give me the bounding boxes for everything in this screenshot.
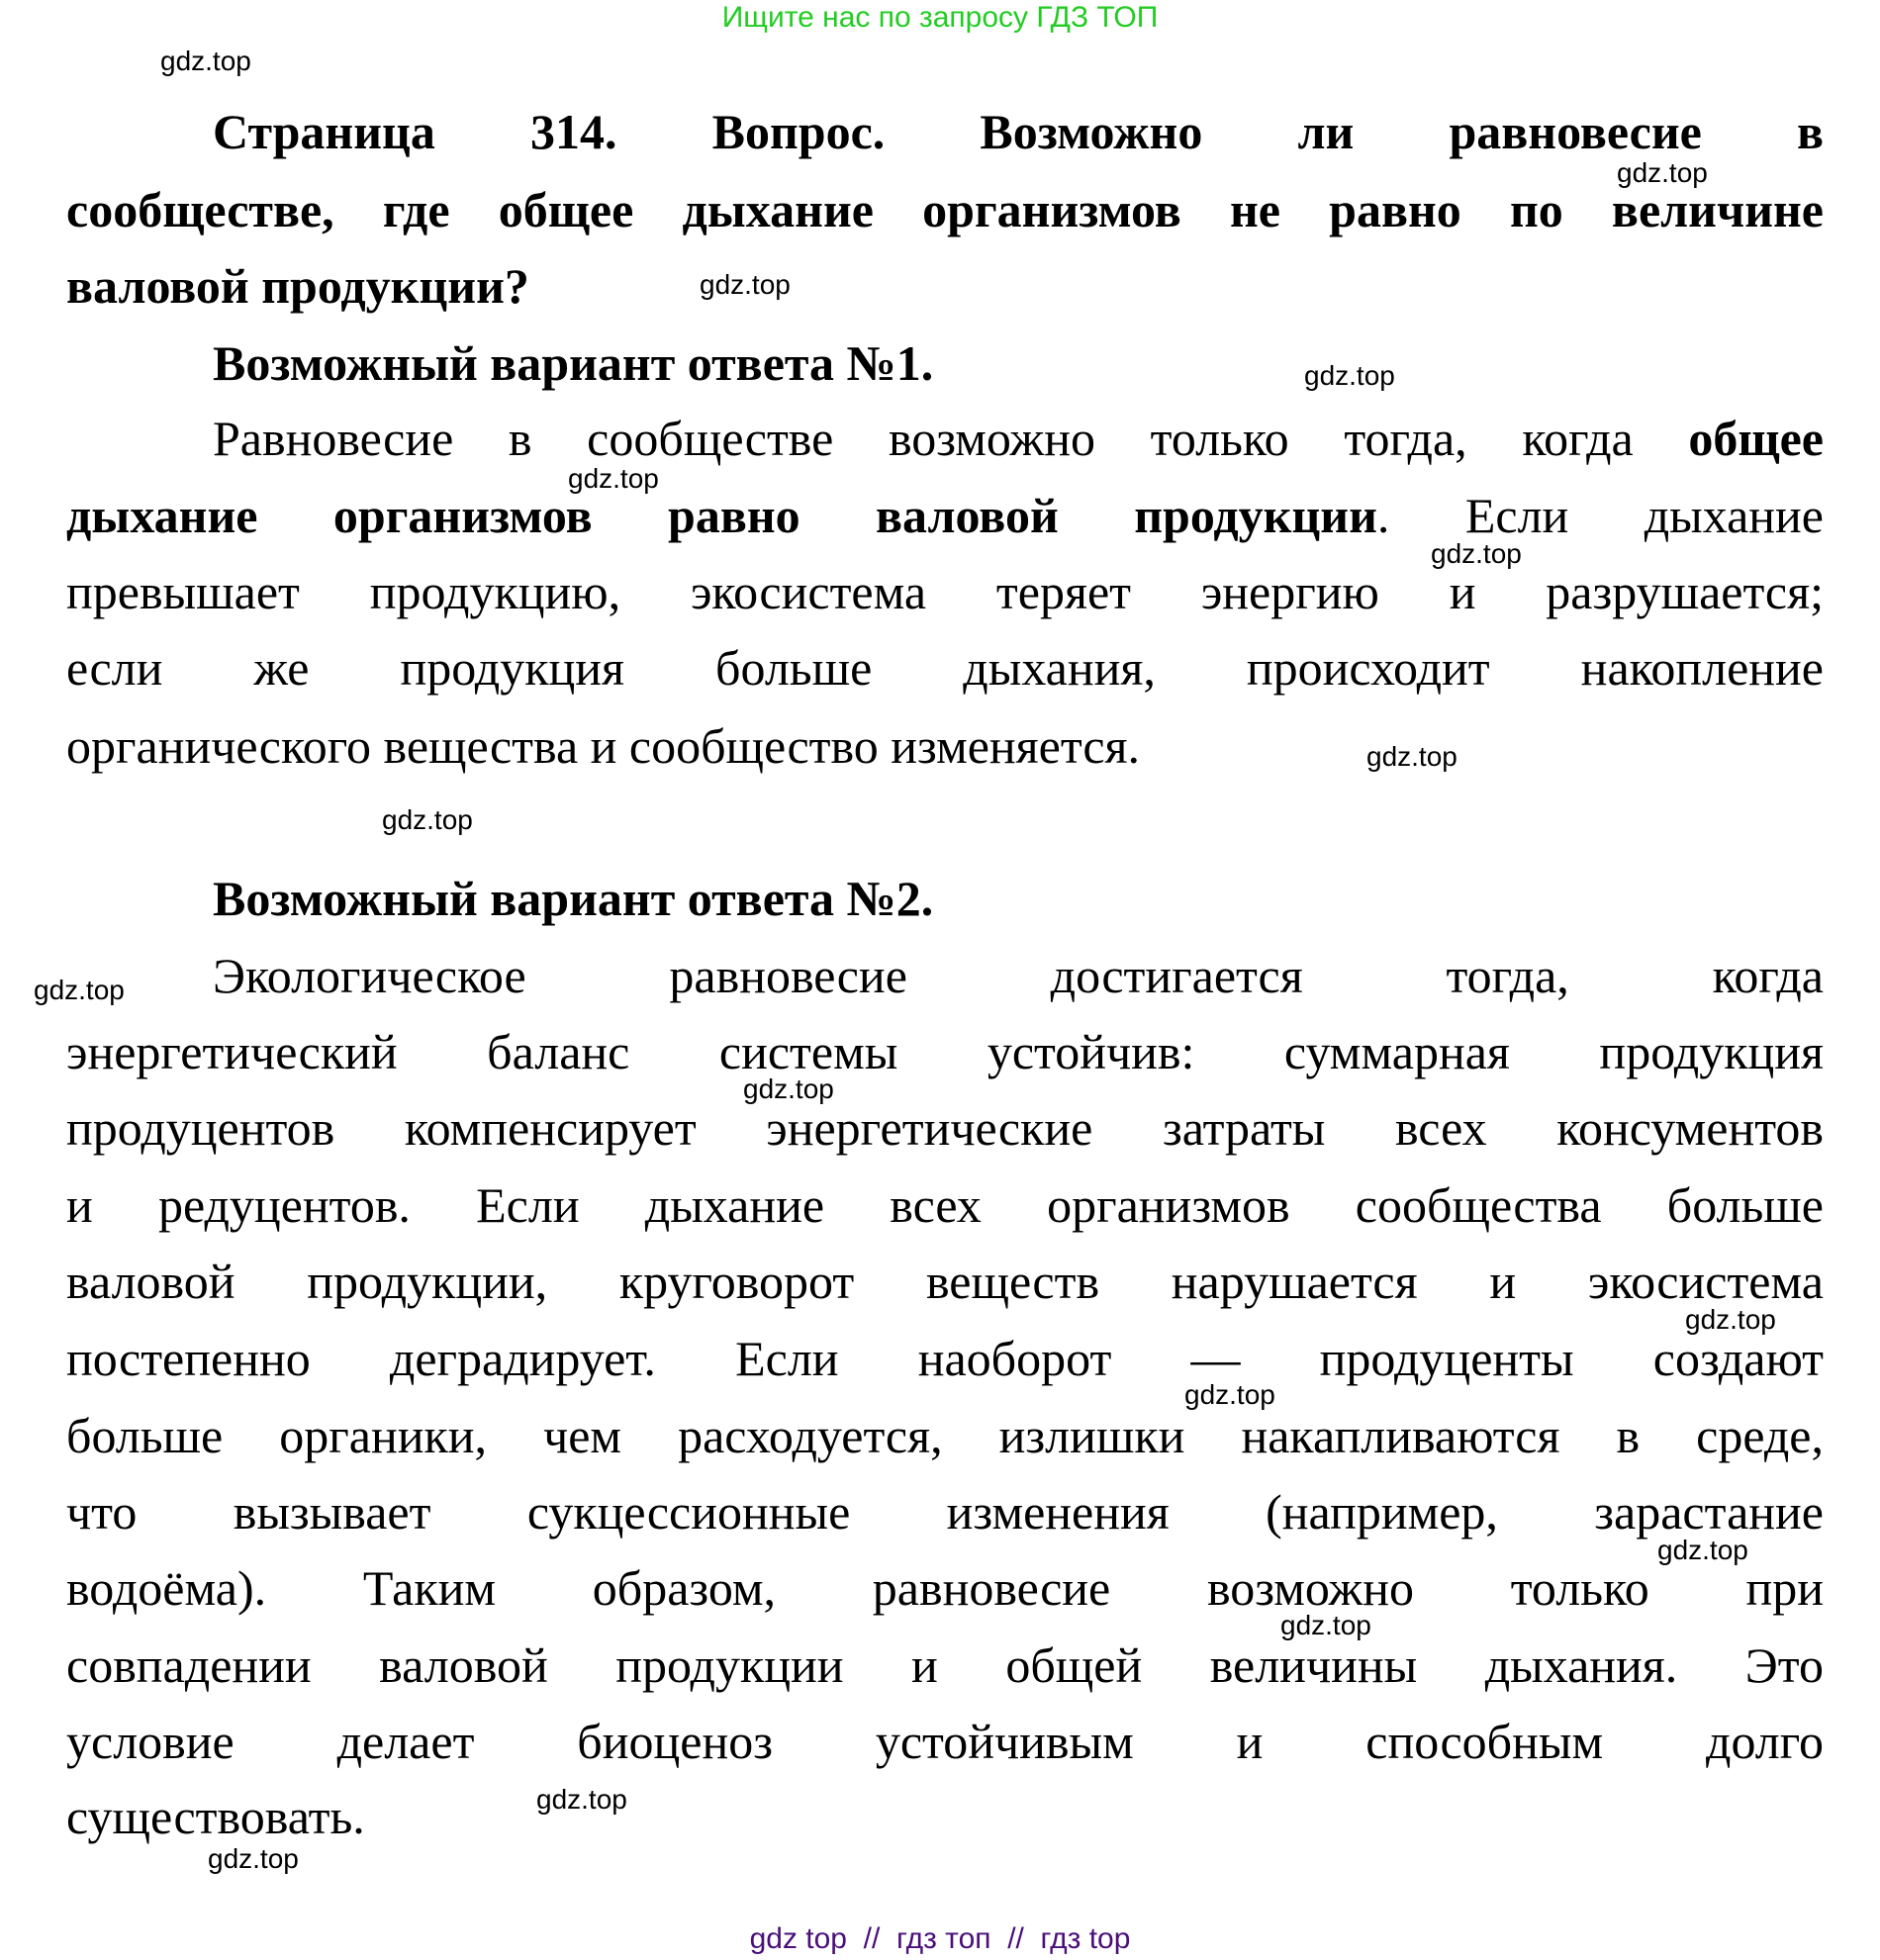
text: Экологическое равновесие достигается тогда, когда: [213, 948, 1824, 1003]
bold-text: дыхание организмов равно валовой продукции: [66, 488, 1377, 543]
text: органического вещества и сообщество изменяется.: [66, 718, 1141, 774]
answer-2-line: [66, 1252, 1824, 1311]
answer-2-line: [66, 1482, 1824, 1541]
watermark: gdz.top: [700, 269, 791, 300]
answer-2-line: [66, 1712, 1824, 1771]
bold-text: Страница 314. Вопрос. Возможно ли равновесие в: [213, 104, 1824, 159]
answer-2-heading: Возможный вариант ответа №2.: [213, 871, 934, 926]
answer-2-line: [66, 1406, 1824, 1465]
text: существовать.: [66, 1789, 365, 1844]
watermark: gdz.top: [1685, 1304, 1776, 1335]
question-line: [213, 102, 1824, 161]
text: постепенно деградирует. Если наоборот — продуценты создают: [66, 1331, 1824, 1386]
text: условие делает биоценоз устойчивым и способным долго: [66, 1714, 1824, 1769]
footer-links[interactable]: gdz top // гдз топ // гдз top: [749, 1922, 1131, 1955]
watermark: gdz.top: [160, 46, 251, 76]
watermark: gdz.top: [1431, 538, 1522, 569]
answer-2-line: [66, 1635, 1824, 1695]
watermark: gdz.top: [743, 1073, 834, 1104]
answer-1-line: [213, 409, 1824, 468]
text: водоёма). Таким образом, равновесие возможно только при: [66, 1560, 1824, 1616]
watermark: gdz.top: [208, 1843, 299, 1874]
watermark: gdz.top: [34, 975, 125, 1005]
question-line: [66, 256, 1824, 316]
bold-text: общее: [1688, 411, 1824, 466]
text: валовой продукции, круговорот веществ нарушается и экосистема: [66, 1254, 1824, 1309]
watermark: gdz.top: [1366, 741, 1457, 772]
bold-text: сообществе, где общее дыхание организмов не равно по величине: [66, 182, 1824, 237]
text: Равновесие в сообществе возможно только тогда, когда: [213, 411, 1689, 466]
text: превышает продукцию, экосистема теряет энергию и разрушается;: [66, 564, 1824, 619]
answer-1-line: [66, 486, 1824, 545]
answer-2-line: [66, 1022, 1824, 1081]
answer-2-line: [213, 946, 1824, 1005]
answer-2-line: [66, 1787, 1824, 1846]
watermark: gdz.top: [1280, 1610, 1371, 1640]
answer-1-line: [66, 562, 1824, 621]
watermark: gdz.top: [1304, 360, 1395, 391]
text: энергетический баланс системы устойчив: суммарная продукция: [66, 1024, 1824, 1079]
watermark: gdz.top: [568, 463, 659, 494]
watermark: gdz.top: [382, 804, 473, 835]
text: что вызывает сукцессионные изменения (например, зарастание: [66, 1484, 1824, 1540]
bold-text: валовой продукции?: [66, 258, 529, 314]
text: продуцентов компенсирует энергетические затраты всех консументов: [66, 1100, 1824, 1156]
search-banner[interactable]: Ищите нас по запросу ГДЗ ТОП: [721, 1, 1159, 34]
text: . Если дыхание: [1376, 488, 1824, 543]
answer-2-line: [66, 1175, 1824, 1235]
answer-2-line: [66, 1098, 1824, 1158]
text: если же продукция больше дыхания, происходит накопление: [66, 640, 1824, 696]
answer-1-heading: Возможный вариант ответа №1.: [213, 335, 934, 391]
answer-1-line: [66, 716, 1824, 776]
watermark: gdz.top: [1184, 1379, 1275, 1410]
answer-2-line: [66, 1558, 1824, 1618]
text: больше органики, чем расходуется, излишки накапливаются в среде,: [66, 1408, 1824, 1463]
watermark: gdz.top: [536, 1784, 627, 1815]
question-line: [66, 180, 1824, 239]
text: совпадении валовой продукции и общей величины дыхания. Это: [66, 1637, 1824, 1693]
answer-2-line: [66, 1329, 1824, 1388]
watermark: gdz.top: [1657, 1535, 1748, 1565]
text: и редуцентов. Если дыхание всех организмов сообщества больше: [66, 1177, 1824, 1233]
watermark: gdz.top: [1617, 157, 1708, 188]
answer-1-line: [66, 638, 1824, 698]
